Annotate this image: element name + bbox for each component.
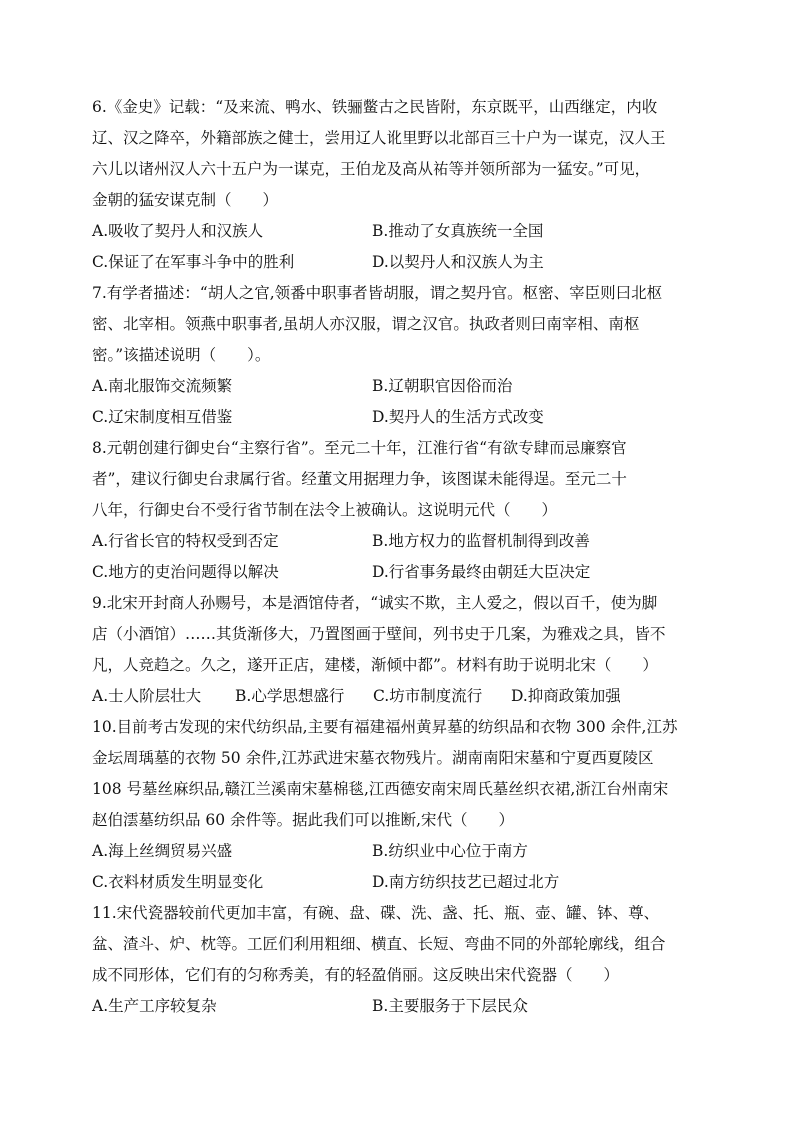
options-row bbox=[92, 371, 710, 402]
question-list bbox=[92, 92, 710, 1022]
options-row bbox=[92, 867, 710, 898]
question-8 bbox=[92, 433, 710, 588]
question-11 bbox=[92, 898, 710, 1022]
stem-line: 凡，人竞趋之。久之，遂开正店，建楼，渐倾中都”。材料有助于说明北宋（ ） bbox=[92, 656, 658, 674]
options-row bbox=[92, 216, 710, 247]
stem-line: 6.《金史》记载：“及来流、鸭水、铁骊鳖古之民皆附，东京既平，山西继定，内收 bbox=[92, 98, 658, 116]
option-b[interactable]: B.心学思想盛行 bbox=[235, 687, 345, 705]
question-6 bbox=[92, 92, 710, 278]
option-c[interactable]: C.保证了在军事斗争中的胜利 bbox=[92, 253, 295, 271]
stem-line: 8.元朝创建行御史台“主察行省”。至元二十年，江淮行省“有欲专肆而忌廉察官 bbox=[92, 439, 627, 457]
stem-line: 金坛周瑀墓的衣物 50 余件,江苏武进宋墓衣物残片。湖南南阳宋墓和宁夏西夏陵区 bbox=[92, 749, 654, 767]
stem-line: 密、北宰相。领燕中职事者,虽胡人亦汉服，谓之汉官。执政者则曰南宰相、南枢 bbox=[92, 315, 640, 333]
option-c[interactable]: C.辽宋制度相互借鉴 bbox=[92, 408, 233, 426]
question-stem bbox=[92, 433, 710, 526]
option-b[interactable]: B.推动了女真族统一全国 bbox=[372, 222, 544, 240]
options-row bbox=[92, 681, 710, 712]
stem-line: 辽、汉之降卒，外籍部族之健士，尝用辽人讹里野以北部百三十户为一谋克，汉人王 bbox=[92, 129, 666, 147]
question-9 bbox=[92, 588, 710, 712]
question-stem bbox=[92, 898, 710, 991]
stem-line: 7.有学者描述：“胡人之官,领番中职事者皆胡服，谓之契丹官。枢密、宰臣则曰北枢 bbox=[92, 284, 663, 302]
question-stem bbox=[92, 712, 710, 836]
question-stem bbox=[92, 278, 710, 371]
option-a[interactable]: A.士人阶层壮大 bbox=[92, 687, 202, 705]
question-7 bbox=[92, 278, 710, 433]
option-c[interactable]: C.衣料材质发生明显变化 bbox=[92, 873, 264, 891]
stem-line: 盆、渣斗、炉、枕等。工匠们利用粗细、横直、长短、弯曲不同的外部轮廓线，组合 bbox=[92, 935, 666, 953]
option-d[interactable]: D.行省事务最终由朝廷大臣决定 bbox=[372, 563, 591, 581]
option-d[interactable]: D.南方纺织技艺已超过北方 bbox=[372, 873, 560, 891]
option-d[interactable]: D.以契丹人和汉族人为主 bbox=[372, 253, 544, 271]
option-a[interactable]: A.行省长官的特权受到否定 bbox=[92, 532, 279, 550]
stem-line: 者”，建议行御史台隶属行省。经董文用据理力争，该图谋未能得逞。至元二十 bbox=[92, 470, 627, 488]
stem-line: 六儿以诸州汉人六十五户为一谋克，王伯龙及高从祐等并领所部为一猛安。”可见， bbox=[92, 160, 651, 178]
option-a[interactable]: A.海上丝绸贸易兴盛 bbox=[92, 842, 233, 860]
options-row bbox=[92, 991, 710, 1022]
stem-line: 10.目前考古发现的宋代纺织品,主要有福建福州黄昇墓的纺织品和衣物 300 余件,江苏 bbox=[92, 718, 678, 736]
option-a[interactable]: A.生产工序较复杂 bbox=[92, 997, 217, 1015]
question-10 bbox=[92, 712, 710, 898]
option-a[interactable]: A.吸收了契丹人和汉族人 bbox=[92, 222, 264, 240]
options-row bbox=[92, 526, 710, 557]
option-d[interactable]: D.抑商政策加强 bbox=[511, 687, 621, 705]
option-b[interactable]: B.纺织业中心位于南方 bbox=[372, 842, 528, 860]
question-stem bbox=[92, 588, 710, 681]
option-b[interactable]: B.辽朝职官因俗而治 bbox=[372, 377, 513, 395]
question-stem bbox=[92, 92, 710, 216]
stem-line: 9.北宋开封商人孙赐号，本是酒馆侍者，“诚实不欺，主人爱之，假以百千，使为脚 bbox=[92, 594, 658, 612]
option-a[interactable]: A.南北服饰交流频繁 bbox=[92, 377, 233, 395]
stem-line: 赵伯澐墓纺织品 60 余件等。据此我们可以推断,宋代（ ） bbox=[92, 811, 515, 829]
stem-line: 密。”该描述说明（ ）。 bbox=[92, 346, 271, 364]
stem-line: 108 号墓丝麻织品,赣江兰溪南宋墓棉毯,江西德安南宋周氏墓丝织衣裙,浙江台州南宋 bbox=[92, 780, 669, 798]
stem-line: 11.宋代瓷器较前代更加丰富，有碗、盘、碟、洗、盏、托、瓶、壶、罐、钵、尊、 bbox=[92, 904, 660, 922]
options-row bbox=[92, 402, 710, 433]
options-row bbox=[92, 557, 710, 588]
option-d[interactable]: D.契丹人的生活方式改变 bbox=[372, 408, 544, 426]
stem-line: 成不同形体，它们有的匀称秀美，有的轻盈俏丽。这反映出宋代瓷器（ ） bbox=[92, 966, 620, 984]
option-b[interactable]: B.地方权力的监督机制得到改善 bbox=[372, 532, 590, 550]
option-b[interactable]: B.主要服务于下层民众 bbox=[372, 997, 528, 1015]
option-c[interactable]: C.坊市制度流行 bbox=[373, 687, 483, 705]
stem-line: 店（小酒馆）……其货渐侈大，乃置图画于壁间，列书史于几案，为雅戏之具，皆不 bbox=[92, 625, 666, 643]
options-row bbox=[92, 247, 710, 278]
options-row bbox=[92, 836, 710, 867]
stem-line: 金朝的猛安谋克制（ ） bbox=[92, 191, 279, 209]
stem-line: 八年，行御史台不受行省节制在法令上被确认。这说明元代（ ） bbox=[92, 501, 558, 519]
option-c[interactable]: C.地方的吏治问题得以解决 bbox=[92, 563, 279, 581]
